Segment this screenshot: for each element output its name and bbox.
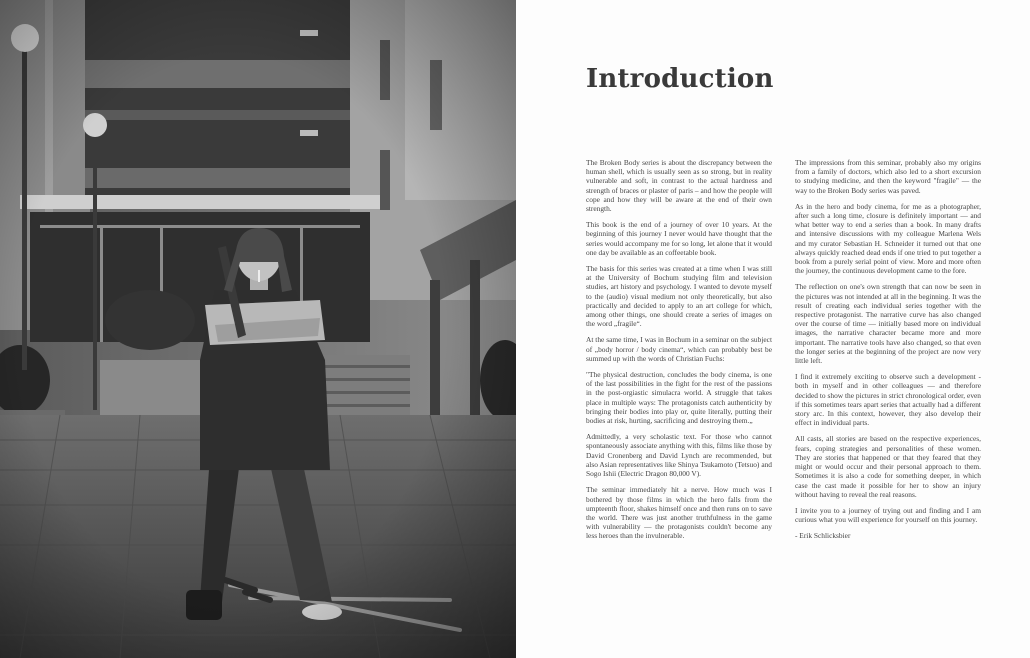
paragraph: All casts, all stories are based on the respective experiences, fears, coping strategies and personalities of these women. They are stories that happened or that they feared that they might or would occur and their personal approach to them. Sometimes it is also a code for something deeper, in which case the cast made it possible for her to show an injury without having to reveal the real reasons.: [795, 434, 981, 499]
page-title: Introduction: [586, 64, 774, 94]
text-column-right: [795, 158, 981, 548]
paragraph: The reflection on one's own strength that can now be seen in the pictures was not intended at all in the beginning. It was the result of creating each individual series together with the respective protagonist. The narrative curve has also changed over the course of time — initially based more on individual images, the narrative character became more and more important. The narrative tools have also changed, so that even the longer series at the beginning of the project are now very little left.: [795, 282, 981, 366]
paragraph: As in the hero and body cinema, for me as a photographer, after such a long time, closure is definitely important — and what better way to end a series than a book. In many drafts and intensive discussions with my colleague Marlena Wels and my curator Sebastian H. Schneider it turned out that one always quickly reached dead ends if one tried to put together a book from a purely serial point of view. More and more often the journey, the continuous development came to the fore.: [795, 201, 981, 276]
paragraph: The basis for this series was created at a time when I was still at the University of Bochum studying film and television studies, art history and psychology. I wanted to devote myself to the (audio) visual medium not only theoretically, but also practically and decided to apply to an art college for which, among other things, one should create a series of images on the word „fragile“.: [586, 264, 772, 329]
quote-paragraph: "The physical destruction, concludes the body cinema, is one of the last possibilities in the fight for the rest of the passions in the post-orgiastic simulacra world. A struggle that takes place in multiple ways: The protagonists catch authenticity by bringing their bodies into play or, quite literally, putting their bodies at risk, hurting, sacrificing and destroying them.„: [586, 370, 772, 426]
paragraph: I find it extremely exciting to observe such a development - both in myself and in other colleagues — and therefore decided to show the pictures in strict chronological order, even if this sometimes tears apart series that actually had a different story arc. In this context, however, they also develop their effect in individual parts.: [795, 372, 981, 428]
paragraph: I invite you to a journey of trying out and finding and I am curious what you will experience for yourself on this journey.: [795, 505, 981, 525]
text-column-left: [586, 158, 772, 548]
paragraph: This book is the end of a journey of over 10 years. At the beginning of this journey I never would have thought that the series would accompany me for so long, let alone that it would one day be available as an coffeetable book.: [586, 220, 772, 257]
paragraph: The Broken Body series is about the discrepancy between the human shell, which is usually seen as so strong, but in reality vulnerable and soft, in contrast to the actual hardness and strength of braces or plaster of paris – and how the people will cope and how they will be aware at the end of their own strength.: [586, 158, 772, 214]
paragraph: Admittedly, a very scholastic text. For those who cannot spontaneously associate anything with this, films like those by David Cronenberg and David Lynch are recommended, but also Asian representatives like Shinya Tsukamoto (Tetsuo) and Sogo Ishii (Electric Dragon 80,000 V).: [586, 432, 772, 479]
signature: - Erik Schlicksbier: [795, 531, 851, 541]
paragraph: The impressions from this seminar, probably also my origins from a family of doctors, which also led to a short excursion to studying medicine, and then the keyword "fragile" — the way to the Broken Body series was paved.: [795, 158, 981, 195]
paragraph: The seminar immediately hit a nerve. How much was I bothered by those films in which the hero falls from the umpteenth floor, shakes himself once and then runs on to save the world. There was just another truthfulness in the game with vulnerability — the protagonists couldn't become any less heroes than the invulnerable.: [586, 485, 772, 541]
text-page: [516, 0, 1030, 658]
paragraph: At the same time, I was in Bochum in a seminar on the subject of „body horror / body cinema“, which can probably best be summed up with the words of Christian Fuchs:: [586, 335, 772, 363]
